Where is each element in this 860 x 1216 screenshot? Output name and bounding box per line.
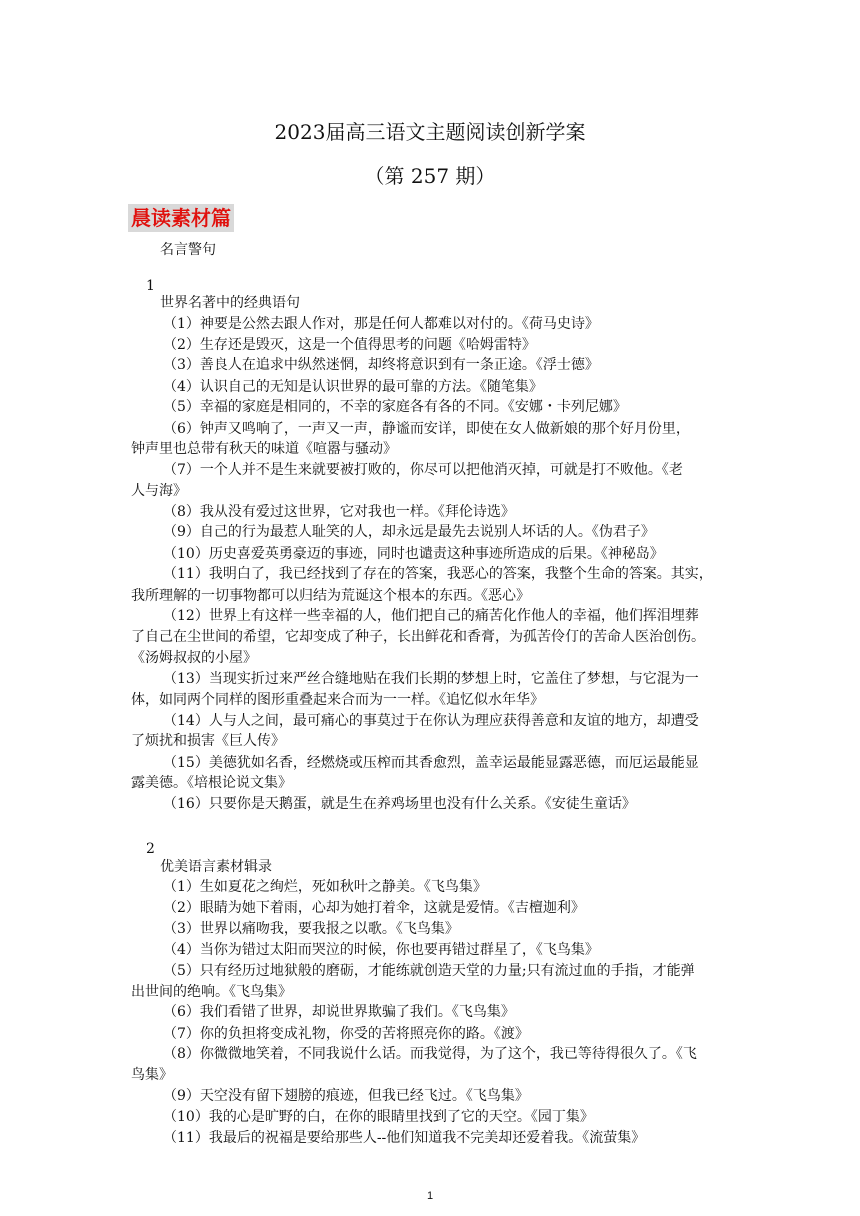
quote-line: （3）善良人在追求中纵然迷惘，却终将意识到有一条正途。《浮士德》: [163, 357, 599, 374]
quote-line: （6）我们看错了世界，却说世界欺骗了我们。《飞鸟集》: [163, 1004, 515, 1021]
quote-line: （13）当现实折过来严丝合缝地贴在我们长期的梦想上时，它盖住了梦想，与它混为一: [163, 671, 699, 688]
section-heading: 晨读素材篇: [128, 204, 234, 232]
quote-line: （10）我的心是旷野的白，在你的眼睛里找到了它的天空。《园丁集》: [163, 1109, 594, 1126]
quote-line: （1）生如夏花之绚烂，死如秋叶之静美。《飞鸟集》: [163, 879, 487, 895]
quote-line: 人与海》: [131, 482, 187, 499]
quote-line: （11）我最后的祝福是要给那些人--他们知道我不完美却还爱着我。《流萤集》: [163, 1129, 646, 1146]
issue-number: （第 257 期）: [364, 164, 496, 188]
quote-line: （6）钟声又鸣响了，一声又一声，静谧而安详，即使在女人做新娘的那个好月份里，: [163, 420, 690, 437]
quote-line: （15）美德犹如名香，经燃烧或压榨而其香愈烈，盖幸运最能显露恶德，而厄运最能显: [163, 754, 699, 771]
quote-line: 《汤姆叔叔的小屋》: [131, 649, 257, 666]
subsection-heading: 名言警句: [160, 242, 216, 259]
quote-line: （8）我从没有爱过这世界，它对我也一样。《拜伦诗选》: [163, 504, 515, 520]
quote-line: 出世间的绝响。《飞鸟集》: [131, 983, 292, 1000]
part-number: 1: [146, 277, 155, 294]
part-heading: 世界名著中的经典语句: [160, 295, 300, 312]
quote-line: （2）生存还是毁灭，这是一个值得思考的问题《哈姆雷特》: [163, 336, 536, 353]
quote-line: （4）认识自己的无知是认识世界的最可靠的方法。《随笔集》: [163, 378, 543, 395]
quote-line: 鸟集》: [131, 1067, 173, 1084]
quote-line: （2）眼睛为她下着雨，心却为她打着伞，这就是爱情。《吉檀迦利》: [163, 900, 585, 917]
quote-line: （10）历史喜爱英勇豪迈的事迹，同时也谴责这种事迹所造成的后果。《神秘岛》: [163, 545, 664, 562]
quote-line: （1）神要是公然去跟人作对，那是任何人都难以对付的。《荷马史诗》: [163, 315, 599, 332]
quote-line: （9）自己的行为最惹人耻笑的人，却永远是最先去说别人坏话的人。《伪君子》: [163, 524, 655, 541]
quote-line: 钟声里也总带有秋天的味道《喧嚣与骚动》: [131, 440, 397, 457]
quote-line: （14）人与人之间，最可痛心的事莫过于在你认为理应获得善意和友谊的地方，却遭受: [163, 712, 699, 729]
quote-line: 了烦扰和损害《巨人传》: [131, 733, 285, 750]
part-number: 2: [146, 840, 155, 857]
quote-line: （9）天空没有留下翅膀的痕迹，但我已经飞过。《飞鸟集》: [163, 1087, 529, 1104]
page-number: 1: [426, 1190, 434, 1202]
quote-line: （5）幸福的家庭是相同的，不幸的家庭各有各的不同。《安娜・卡列尼娜》: [163, 399, 627, 416]
quote-line: 体，如同两个同样的图形重叠起来合而为一一样。《追忆似水年华》: [131, 691, 544, 708]
quote-line: （3）世界以痛吻我，要我报之以歌。《飞鸟集》: [163, 920, 459, 937]
quote-line: （5）只有经历过地狱般的磨砺，才能练就创造天堂的力量;只有流过血的手指，才能弹: [163, 962, 695, 979]
part-heading: 优美语言素材辑录: [160, 858, 272, 875]
quote-line: （8）你微微地笑着，不同我说什么话。而我觉得，为了这个，我已等待得很久了。《飞: [163, 1046, 697, 1062]
quote-line: 我所理解的一切事物都可以归结为荒诞这个根本的东西。《恶心》: [131, 587, 530, 604]
quote-line: （7）你的负担将变成礼物，你受的苦将照亮你的路。《渡》: [163, 1025, 529, 1042]
quote-line: （16）只要你是天鹅蛋，就是生在养鸡场里也没有什么关系。《安徒生童话》: [163, 796, 636, 813]
quote-line: （12）世界上有这样一些幸福的人，他们把自己的痛苦化作他人的幸福，他们挥泪埋葬: [163, 607, 699, 624]
quote-line: （7）一个人并不是生来就要被打败的，你尽可以把他消灭掉，可就是打不败他。《老: [163, 462, 683, 479]
quote-line: 了自己在尘世间的希望，它却变成了种子，长出鲜花和香膏，为孤苦伶仃的苦命人医治创伤。: [131, 629, 705, 646]
quote-line: 露美德。《培根论说文集》: [131, 775, 292, 791]
document-title: 2023届高三语文主题阅读创新学案: [274, 120, 586, 144]
quote-line: （11）我明白了，我已经找到了存在的答案，我恶心的答案，我整个生命的答案。其实，: [163, 566, 713, 583]
quote-line: （4）当你为错过太阳而哭泣的时候，你也要再错过群星了，《飞鸟集》: [163, 942, 599, 959]
